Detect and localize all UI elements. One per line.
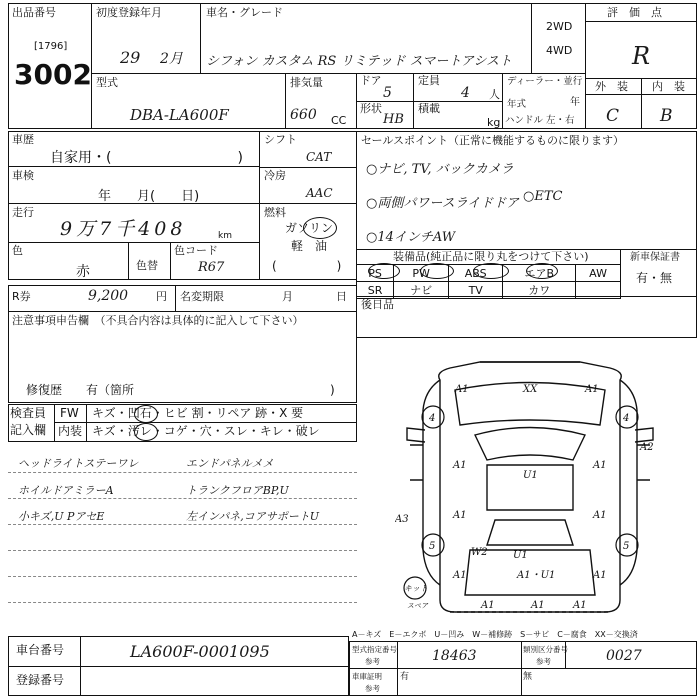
model-code-label-2: 参考 [365,657,380,666]
color-value: 赤 [76,264,90,280]
recycle-unit: 円 [156,290,167,303]
mark-10: A1 [593,570,607,581]
inspector-fw-label: FW [60,406,79,420]
mark-1: A1 [455,384,469,395]
lot-code: [1796] [34,41,68,52]
inspector-label-1: 検査員 [10,406,47,420]
type-value: DBA-LA600F [130,106,229,124]
note-1: ヘッドライトステーワレ [18,457,139,470]
inspector-label-2: 記入欄 [10,423,47,437]
fuel-gasoline: ガソリン [285,221,334,235]
name-change-month: 月 [282,290,293,303]
load-unit: kg [487,116,501,129]
mark-7: A1 [453,510,467,521]
sales-points-label: セールスポイント（正常に機能するものに限ります） [361,134,625,147]
doors-value: 5 [383,85,392,101]
first-reg-year: 29 [120,48,141,67]
mark-14: A1 [573,600,587,611]
recycle-label: R券 [12,290,31,303]
car-damage-diagram [395,350,655,620]
garage-label: 車庫証明 [352,672,382,681]
mark-a3: A3 [395,514,409,525]
first-reg-label: 初度登録年月 [96,6,162,19]
displacement-unit: CC [331,114,347,127]
mark-4: A1 [453,460,467,471]
mark-11: A1 [481,600,495,611]
lot-number: 3002 [14,58,92,91]
mark-13: A1 [531,600,545,611]
registration-label: 登録番号 [16,673,65,687]
aircon-label: 冷房 [264,169,286,182]
equip-aw: AW [576,265,621,282]
mark-3: A1 [585,384,599,395]
inspection-value: 年 月( 日) [98,189,200,204]
later-date-label: 後日品 [361,298,394,311]
mark-12: A1・U1 [517,570,556,581]
damage-legend: A－キズ E－エクボ U－凹み W－補修跡 S－サビ C－腐食 XX－交換済 [352,630,638,639]
repair-label: 修復歴 有（箇所 [26,383,135,397]
new-car-label: 新車保証書 [630,252,680,263]
name-change-label: 名変期限 [180,290,224,303]
spare-label: スペア [407,602,428,610]
interior-label: 内 装 [652,80,685,93]
shift-label: シフト [264,133,297,146]
note-5: 小キズ,U PアセE [18,510,105,523]
history-value: 自家用・( ) [50,150,243,166]
grade-value: R [632,42,651,70]
mileage-unit: km [218,231,232,241]
note-2: エンドパネルメメ [186,457,274,470]
mark-5: U1 [523,470,538,481]
kit-label: キット [404,584,428,593]
grade-label: 評 価 点 [607,6,662,19]
mark-9: A1 [453,570,467,581]
model-grade-label: 車名・グレード [206,6,283,19]
rear-window [487,520,573,545]
recycle-value: 9,200 [88,288,129,304]
fw-stone-circle [134,405,158,423]
exterior-value: C [606,106,620,126]
inspector-interior-label: 内装 [58,424,83,438]
shape-value: HB [383,112,404,127]
later-date-box [356,296,697,338]
aircon-value: AAC [306,186,333,200]
mark-8: A1 [593,510,607,521]
model-code-value: 18463 [432,648,477,664]
note-4: トランクフロアBP,U [186,484,289,497]
equip-pw: PW [394,265,449,282]
garage-label-2: 参考 [365,684,380,693]
equip-abs-circle [473,263,509,279]
equip-ps: PS [357,265,394,282]
tire-mark-fl: 4 [429,413,436,424]
interior-dirt-circle [134,423,158,441]
shape-label: 形状 [360,102,382,115]
mark-u1-trunk: U1 [513,550,528,561]
mark-w2: W2 [471,547,488,558]
drive-2wd: 2WD [546,20,573,33]
chassis-label: 車台番号 [16,643,65,657]
chassis-value: LA600F-0001095 [130,642,270,661]
color-label: 色 [12,244,23,257]
left-mirror [407,428,425,442]
color-code-label: 色コード [174,244,218,257]
windshield [475,428,585,461]
equip-ps-circle [368,263,400,279]
class-code-label-2: 参考 [536,657,551,666]
color-change-label: 色替 [136,259,158,272]
color-code-value: R67 [198,260,225,275]
year-suffix: 年 [570,97,580,108]
sales-point-1: ○ナビ, TV, バックカメラ [366,162,514,177]
class-code-value: 0027 [606,648,642,664]
fuel-diesel: 軽 油 [291,239,328,253]
exterior-label: 外 装 [595,80,628,93]
capacity-label: 定員 [418,74,440,87]
name-change-day: 日 [336,290,347,303]
repair-close: ) [330,383,335,397]
interior-value: B [660,106,673,126]
displacement-label: 排気量 [290,76,323,89]
equip-navi: ナビ [394,282,449,299]
model-year-label: 年式 [507,99,527,110]
garage-ari: 有 [400,672,410,682]
first-reg-month: 2月 [160,51,183,67]
displacement-value: 660 [290,107,317,123]
tire-mark-fr: 4 [623,413,630,424]
drive-box [531,3,586,74]
fuel-gasoline-circle [303,217,337,239]
inspector-fw-items: キズ・凹石・ヒビ 割・リペア 跡・X 要 [92,406,304,420]
doors-label: ドア [360,74,382,87]
mark-2: XX [523,384,538,395]
history-label: 車歴 [12,133,34,146]
mileage-label: 走行 [12,206,34,219]
lot-label: 出品番号 [12,6,56,19]
capacity-unit: 人 [489,88,500,101]
dealer-label: ディーラー・並行 [507,76,583,87]
mark-6: A1 [593,460,607,471]
handwritten-notes-area [8,446,357,626]
type-label: 型式 [96,76,118,89]
drive-4wd: 4WD [546,44,573,57]
equip-abs: ABS [448,265,502,282]
note-6: 左インパネ,コアサポートU [186,510,319,523]
capacity-value: 4 [461,85,470,101]
equip-leather: カワ [503,282,576,299]
shift-value: CAT [306,150,332,164]
notes-label: 注意事項申告欄 （不具合内容は具体的に記入して下さい） [12,314,304,327]
sales-point-4: ○14インチAW [366,230,456,245]
equip-sr: SR [357,282,394,299]
handle-label: ハンドル 左・右 [505,115,575,126]
inspection-label: 車検 [12,169,34,182]
equip-airbag: エアB [503,265,576,282]
fuel-other: ( ) [272,259,342,273]
model-grade-value: シフォン カスタム RS リミテッド スマートアシスト [206,54,513,69]
tire-mark-rl: 5 [429,541,436,552]
note-3: ホイルドアミラーA [18,484,114,497]
sales-point-2: ○両側パワースライドドア [366,196,519,211]
fuel-label: 燃料 [264,206,286,219]
equip-pw-circle [420,263,454,279]
load-label: 積載 [418,102,440,115]
class-code-label: 類別区分番号 [523,645,568,654]
new-car-value: 有・無 [636,271,673,285]
inspector-interior-items: キズ・汚レ・コゲ・穴・スレ・キレ・破レ [92,424,320,438]
tire-mark-rr: 5 [623,541,630,552]
equipment-label: 装備品(純正品に限り丸をつけて下さい) [393,250,589,263]
equip-tv: TV [448,282,502,299]
mark-a2: A2 [640,442,654,453]
model-code-label: 型式指定番号 [352,645,397,654]
mileage-value: 9万7千408 [60,218,187,240]
equip-airbag-circle [526,263,558,279]
sales-point-3: ○ETC [523,189,563,204]
garage-nashi: 無 [523,672,533,682]
right-mirror [635,428,653,442]
